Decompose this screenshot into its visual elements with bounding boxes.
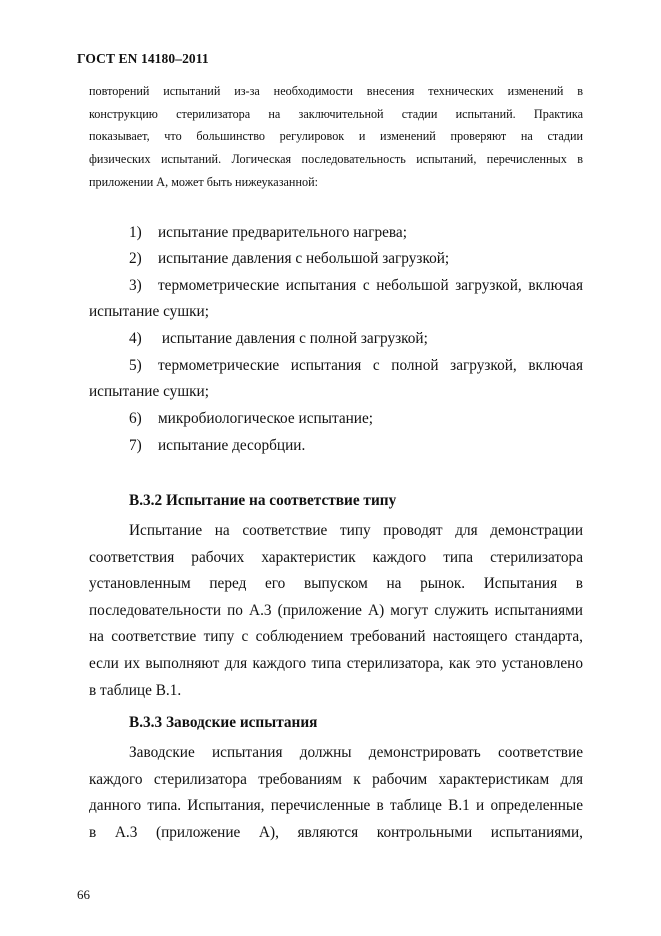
list-item-number: 7)	[129, 437, 142, 454]
paragraph-line: если их выполняют для каждого типа стерилизатора, как это установлено	[89, 654, 583, 672]
list-item-number: 4)	[129, 330, 142, 347]
section-paragraph	[89, 518, 583, 704]
list-item-number: 2)	[129, 250, 142, 267]
list-item-number: 1)	[129, 224, 142, 241]
list-item	[129, 353, 583, 380]
intro-line: конструкцию стерилизатора на заключительной стадии испытаний. Практика	[89, 106, 583, 121]
list-item-number: 3)	[129, 277, 142, 294]
list-item	[129, 326, 428, 353]
list-item-text: термометрические испытания с полной загрузкой, включая	[158, 357, 583, 374]
section-heading: В.3.3 Заводские испытания	[129, 714, 318, 731]
page-number: 66	[77, 887, 90, 902]
section-heading: В.3.2 Испытание на соответствие типу	[129, 492, 397, 509]
document-code: ГОСТ EN 14180–2011	[77, 51, 209, 66]
list-item-number: 6)	[129, 410, 142, 427]
paragraph-line: соответствия рабочих характеристик каждого типа стерилизатора	[89, 548, 583, 566]
paragraph-line: Испытание на соответствие типу проводят для демонстрации	[129, 522, 583, 539]
list-item	[129, 246, 449, 273]
paragraph-line: каждого стерилизатора требованиям к рабочим характеристикам для	[89, 770, 583, 788]
intro-line: повторений испытаний из-за необходимости внесения технических изменений в	[89, 84, 583, 98]
intro-paragraph	[89, 80, 583, 194]
intro-line: приложении А, может быть нижеуказанной:	[89, 174, 318, 189]
list-item-continuation: испытание сушки;	[89, 303, 209, 320]
list-item	[129, 220, 407, 247]
list-item-text: микробиологическое испытание;	[158, 410, 374, 427]
list-item	[129, 406, 373, 433]
paragraph-line: установленным перед его выпуском на рынок. Испытания в	[89, 575, 583, 593]
list-item-number: 5)	[129, 357, 142, 374]
paragraph-line: в А.3 (приложение А), являются контрольными испытаниями,	[89, 823, 583, 841]
list-item-continuation: испытание сушки;	[89, 383, 209, 400]
list-item-text: термометрические испытания с небольшой загрузкой, включая	[158, 277, 583, 294]
list-item-text: испытание давления с полной загрузкой;	[158, 330, 428, 347]
list-item-text: испытание давления с небольшой загрузкой;	[158, 250, 450, 267]
intro-line: физических испытаний. Логическая последовательность испытаний, перечисленных в	[89, 152, 583, 167]
list-item-line	[129, 273, 583, 300]
list-item	[129, 273, 583, 300]
paragraph-line: последовательности по А.3 (приложение А) могут служить испытаниями	[89, 601, 583, 619]
paragraph-line: на соответствие типу с соблюдением требований настоящего стандарта,	[89, 628, 583, 646]
list-item-text: испытание предварительного нагрева;	[158, 224, 407, 241]
paragraph-line: данного типа. Испытания, перечисленные в таблице В.1 и определенные	[89, 797, 583, 815]
list-item-line	[129, 353, 583, 380]
intro-line: показывает, что большинство регулировок и изменений проверяют на стадии	[89, 129, 583, 144]
list-item	[129, 433, 305, 460]
paragraph-line: в таблице В.1.	[89, 681, 182, 699]
list-item-text: испытание десорбции.	[158, 437, 306, 454]
paragraph-line: Заводские испытания должны демонстрировать соответствие	[129, 744, 583, 761]
section-paragraph	[89, 740, 583, 846]
